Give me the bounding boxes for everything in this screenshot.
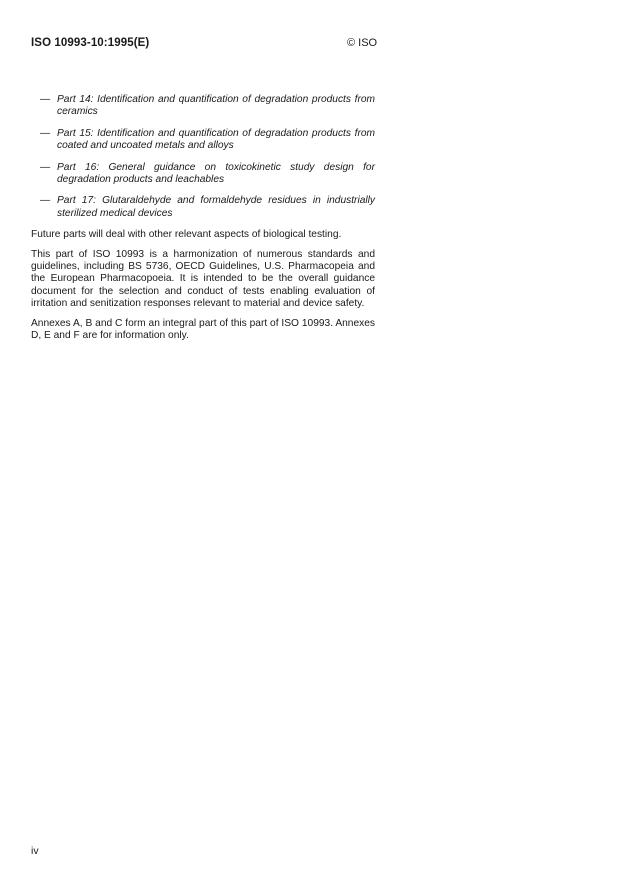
list-dash: — — [40, 195, 51, 207]
document-id: ISO 10993-10:1995(E) — [31, 37, 150, 49]
paragraph-annexes: Annexes A, B and C form an integral part of this part of ISO 10993. Annexes D, E and F are for information only. — [31, 317, 375, 342]
page-content — [31, 94, 375, 350]
list-dash: — — [40, 161, 51, 173]
copyright-notice: © ISO — [347, 37, 378, 49]
list-item-text: Part 16: General guidance on toxicokinetic study design for degradation products and leachables — [57, 161, 375, 186]
paragraph-future-parts: Future parts will deal with other relevant aspects of biological testing. — [31, 229, 342, 241]
paragraph-harmonization: This part of ISO 10993 is a harmonization of numerous standards and guidelines, including BS 5736, OECD Guidelines, U.S. Pharmacopeia and the European Pharmacopoeia. It is intended to be the overall guidance document for the selection and conduct of tests enabling evaluation of irritation and senitization responses relevant to material and device safety. — [31, 248, 375, 310]
list-dash: — — [40, 94, 51, 105]
list-item — [31, 94, 375, 119]
list-item — [31, 195, 375, 220]
list-dash: — — [40, 127, 51, 139]
list-item-text: Part 17: Glutaraldehyde and formaldehyde residues in industrially sterilized medical devices — [57, 195, 375, 219]
page-number: iv — [31, 845, 39, 857]
list-item — [31, 162, 375, 187]
list-item — [31, 128, 375, 153]
list-item-text: Part 15: Identification and quantification of degradation products from coated and uncoated metals and alloys — [57, 127, 375, 152]
list-item-text: Part 14: Identification and quantification of degradation products from ceramics — [57, 94, 375, 118]
